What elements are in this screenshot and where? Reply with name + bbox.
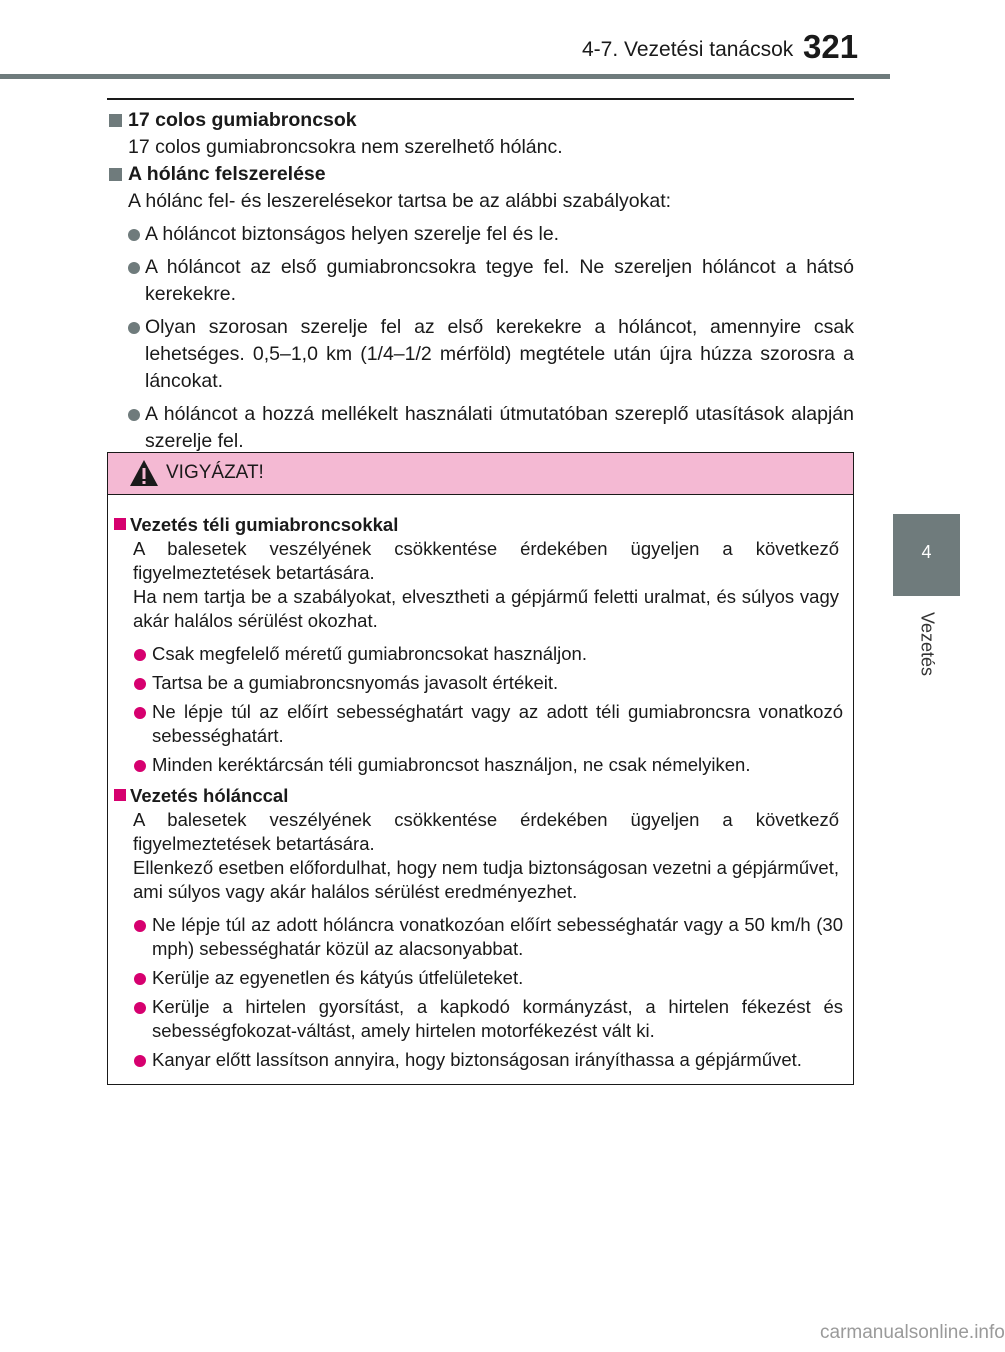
list-item — [107, 221, 854, 248]
caution-text: A balesetek veszélyének csökkentése érdekében ügyeljen a következő figyelmeztetések betartására. — [133, 538, 839, 583]
caution-list-item-text: Minden keréktárcsán téli gumiabroncsot használjon, ne csak némelyiken. — [152, 754, 751, 775]
square-bullet-icon — [109, 114, 122, 127]
warning-triangle-icon — [129, 459, 159, 487]
square-bullet-icon — [109, 168, 122, 181]
list-item — [107, 314, 854, 395]
caution-list-item — [108, 966, 853, 990]
chapter-tab-number: 4 — [921, 542, 932, 562]
square-bullet-icon — [114, 789, 126, 801]
page-number: 321 — [803, 28, 859, 65]
bullet-dot-icon — [128, 409, 140, 421]
square-bullet-icon — [114, 518, 126, 530]
header-rule — [0, 74, 890, 79]
list-item-text: Olyan szorosan szerelje fel az első kerekekre a hóláncot, amennyire csak lehetséges. 0,5–1,0 km (1/4–1/2 mérföld) megtétele után újra húzza szorosra a láncokat. — [145, 316, 854, 392]
list-item-text: A hóláncot biztonságos helyen szerelje fel és le. — [145, 223, 560, 245]
chapter-title: 4-7. Vezetési tanácsok — [582, 38, 794, 61]
content-rule — [107, 98, 854, 100]
chapter-side-label — [893, 596, 960, 691]
bullet-dot-icon — [128, 229, 140, 241]
caution-list-item — [108, 913, 853, 961]
caution-body — [108, 512, 853, 1072]
section-body-text: 17 colos gumiabroncsokra nem szerelhető hólánc. — [128, 136, 563, 158]
list-item-text: A hóláncot az első gumiabroncsokra tegye fel. Ne szereljen hóláncot a hátsó kerekekre. — [145, 256, 854, 305]
caution-list-item-text: Ne lépje túl az adott hóláncra vonatkozóan előírt sebességhatár vagy a 50 km/h (30 mph) sebességhatár közül az alacsonyabbat. — [152, 914, 843, 959]
bullet-dot-icon — [134, 707, 146, 719]
watermark: carmanualsonline.info — [820, 1322, 1005, 1343]
caution-text: Ellenkező esetben előfordulhat, hogy nem tudja biztonságosan vezetni a gépjárművet, ami súlyos vagy akár halálos sérülést eredményezhet. — [133, 857, 839, 902]
bullet-dot-icon — [134, 920, 146, 932]
caution-section-heading — [108, 512, 853, 537]
caution-header — [108, 453, 853, 495]
chapter-side-label-text: Vezetés — [917, 611, 937, 676]
bullet-dot-icon — [134, 678, 146, 690]
bullet-dot-icon — [134, 1002, 146, 1014]
list-item — [107, 401, 854, 455]
main-content — [107, 107, 854, 455]
bullet-dot-icon — [134, 973, 146, 985]
caution-text: Ha nem tartja be a szabályokat, elvesztheti a gépjármű feletti uralmat, és súlyos vagy akár halálos sérülést okozhat. — [133, 586, 839, 631]
bullet-dot-icon — [128, 322, 140, 334]
caution-list-item-text: Csak megfelelő méretű gumiabroncsokat használjon. — [152, 643, 587, 664]
bullet-dot-icon — [128, 262, 140, 274]
caution-section-heading — [108, 783, 853, 808]
caution-list-item-text: Ne lépje túl az előírt sebességhatárt vagy az adott téli gumiabroncsra vonatkozó sebességhatárt. — [152, 701, 843, 746]
chapter-tab[interactable] — [893, 514, 960, 596]
section-heading — [107, 107, 854, 134]
section-heading-text: 17 colos gumiabroncsok — [128, 109, 357, 131]
caution-list-item — [108, 700, 853, 748]
bullet-dot-icon — [134, 760, 146, 772]
caution-title: VIGYÁZAT! — [166, 462, 264, 483]
caution-list-item — [108, 995, 853, 1043]
caution-list-item-text: Tartsa be a gumiabroncsnyomás javasolt értékeit. — [152, 672, 559, 693]
section-body-text: A hólánc fel- és leszerelésekor tartsa be az alábbi szabályokat: — [128, 190, 672, 212]
bullet-dot-icon — [134, 1055, 146, 1067]
caution-section-heading-text: Vezetés téli gumiabroncsokkal — [130, 514, 399, 535]
caution-list-item-text: Kanyar előtt lassítson annyira, hogy biztonságosan irányíthassa a gépjárművet. — [152, 1049, 802, 1070]
caution-list-item — [108, 642, 853, 666]
section-heading — [107, 161, 854, 188]
caution-text: A balesetek veszélyének csökkentése érdekében ügyeljen a következő figyelmeztetések betartására. — [133, 809, 839, 854]
caution-list-item — [108, 671, 853, 695]
bullet-dot-icon — [134, 649, 146, 661]
caution-list-item-text: Kerülje az egyenetlen és kátyús útfelületeket. — [152, 967, 524, 988]
caution-list-item — [108, 753, 853, 777]
list-item-text: A hóláncot a hozzá mellékelt használati útmutatóban szereplő utasítások alapján szerelje fel. — [145, 403, 854, 452]
caution-list-item-text: Kerülje a hirtelen gyorsítást, a kapkodó kormányzást, a hirtelen fékezést és sebességfokozat-váltást, amely hirtelen motorfékezést vált ki. — [152, 996, 843, 1041]
list-item — [107, 254, 854, 308]
caution-box — [107, 452, 854, 1085]
caution-list-item — [108, 1048, 853, 1072]
section-heading-text: A hólánc felszerelése — [128, 163, 326, 185]
caution-section-heading-text: Vezetés hólánccal — [130, 785, 289, 806]
